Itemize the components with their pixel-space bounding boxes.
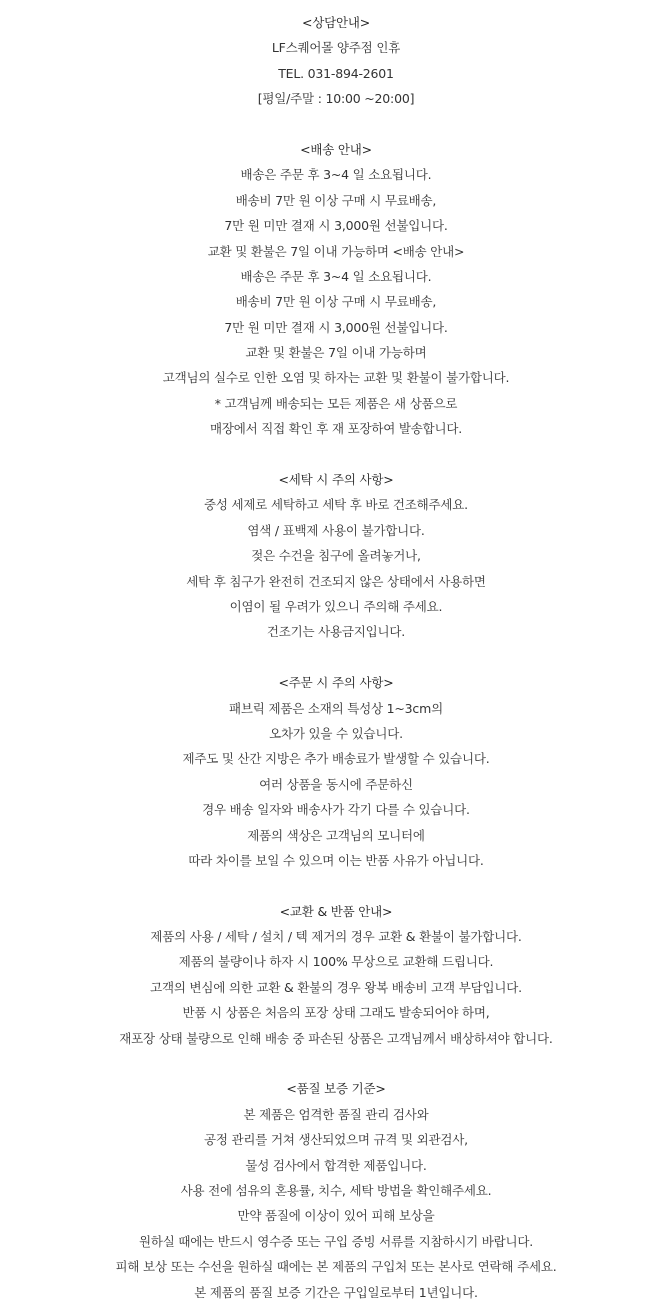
shipping-line: 배송비 7만 원 이상 구매 시 무료배송, (235, 192, 437, 208)
shipping-line: 7만 원 미만 결재 시 3,000원 선불입니다. (224, 319, 448, 335)
quality-line: 만약 품질에 이상이 있어 피해 보상을 (237, 1208, 435, 1224)
exchange-line: 제품의 불량이나 하자 시 100% 무상으로 교환해 드립니다. (178, 954, 494, 970)
store-name: LF스퀘어몰 양주점 인휴 (271, 40, 401, 56)
shipping-line: 배송비 7만 원 이상 구매 시 무료배송, (235, 294, 437, 310)
shipping-line: 교환 및 환불은 7일 이내 가능하며 (245, 345, 427, 361)
shipping-line: 고객님의 실수로 인한 오염 및 하자는 교환 및 환불이 불가합니다. (162, 370, 510, 386)
consultation-section (0, 10, 672, 112)
quality-heading: <품질 보증 기준> (286, 1081, 386, 1097)
business-hours: [평일/주말 : 10:00 ~20:00] (257, 91, 415, 107)
section-spacer (0, 645, 672, 670)
quality-line: 본 제품의 품질 보증 기간은 구입일로부터 1년입니다. (194, 1284, 478, 1300)
exchange-line: 재포장 상태 불량으로 인해 배송 중 파손된 상품은 고객님께서 배상하셔야 합니다. (119, 1030, 553, 1046)
section-spacer (0, 873, 672, 898)
shipping-line: 배송은 주문 후 3~4 일 소요됩니다. (240, 167, 432, 183)
order-line: 경우 배송 일자와 배송사가 각기 다를 수 있습니다. (202, 802, 470, 818)
exchange-line: 제품의 사용 / 세탁 / 설치 / 텍 제거의 경우 교환 & 환불이 불가합니다. (150, 929, 522, 945)
shipping-line: 매장에서 직접 확인 후 재 포장하여 발송합니다. (209, 421, 463, 437)
exchange-line: 반품 시 상품은 처음의 포장 상태 그래도 발송되어야 하며, (182, 1005, 490, 1021)
exchange-line: 고객의 변심에 의한 교환 & 환불의 경우 왕복 배송비 고객 부담입니다. (150, 979, 522, 995)
washing-line: 이염이 될 우려가 있으니 주의해 주세요. (229, 598, 443, 614)
washing-line: 건조기는 사용금지입니다. (266, 624, 406, 640)
section-spacer (0, 112, 672, 137)
quality-section (0, 1076, 672, 1305)
order-heading: <주문 시 주의 사항> (278, 675, 394, 691)
order-line: 제품의 색상은 고객님의 모니터에 (247, 827, 425, 843)
store-phone: TEL. 031-894-2601 (278, 65, 394, 81)
exchange-heading: <교환 & 반품 안내> (279, 903, 393, 919)
order-section (0, 670, 672, 873)
washing-heading: <세탁 시 주의 사항> (278, 472, 394, 488)
shipping-line: 배송은 주문 후 3~4 일 소요됩니다. (240, 268, 432, 284)
quality-line: 피해 보상 또는 수선을 원하실 때에는 본 제품의 구입처 또는 본사로 연락해 주세요. (115, 1259, 557, 1275)
washing-line: 중성 세제로 세탁하고 세탁 후 바로 건조해주세요. (204, 497, 468, 513)
order-line: 여러 상품을 동시에 주문하신 (259, 776, 413, 792)
quality-line: 공정 관리를 거쳐 생산되었으며 규격 및 외관검사, (204, 1132, 468, 1148)
washing-line: 젖은 수건을 침구에 올려놓거나, (251, 548, 421, 564)
order-line: 오차가 있을 수 있습니다. (269, 725, 403, 741)
exchange-section (0, 899, 672, 1051)
quality-line: 본 제품은 엄격한 품질 관리 검사와 (243, 1106, 429, 1122)
consultation-heading: <상담안내> (301, 15, 371, 30)
order-line: 제주도 및 산간 지방은 추가 배송료가 발생할 수 있습니다. (182, 751, 490, 767)
quality-line: 원하실 때에는 반드시 영수증 또는 구입 증빙 서류를 지참하시기 바랍니다. (139, 1233, 533, 1249)
quality-line: 물성 검사에서 합격한 제품입니다. (245, 1157, 427, 1173)
washing-section (0, 467, 672, 645)
shipping-line: 7만 원 미만 결재 시 3,000원 선불입니다. (224, 218, 448, 234)
washing-line: 세탁 후 침구가 완전히 건조되지 않은 상태에서 사용하면 (186, 573, 486, 589)
section-spacer (0, 1051, 672, 1076)
order-line: 따라 차이를 보일 수 있으며 이는 반품 사유가 아닙니다. (188, 852, 484, 868)
shipping-section (0, 137, 672, 442)
order-line: 패브릭 제품은 소재의 특성상 1~3cm의 (229, 700, 443, 716)
shipping-line: * 고객님께 배송되는 모든 제품은 새 상품으로 (214, 395, 458, 411)
quality-line: 사용 전에 섬유의 혼용률, 치수, 세탁 방법을 확인해주세요. (180, 1182, 492, 1198)
shipping-line: 교환 및 환불은 7일 이내 가능하며 <배송 안내> (207, 243, 465, 259)
washing-line: 염색 / 표백제 사용이 불가합니다. (247, 522, 425, 538)
section-spacer (0, 442, 672, 467)
shipping-heading: <배송 안내> (300, 141, 372, 157)
